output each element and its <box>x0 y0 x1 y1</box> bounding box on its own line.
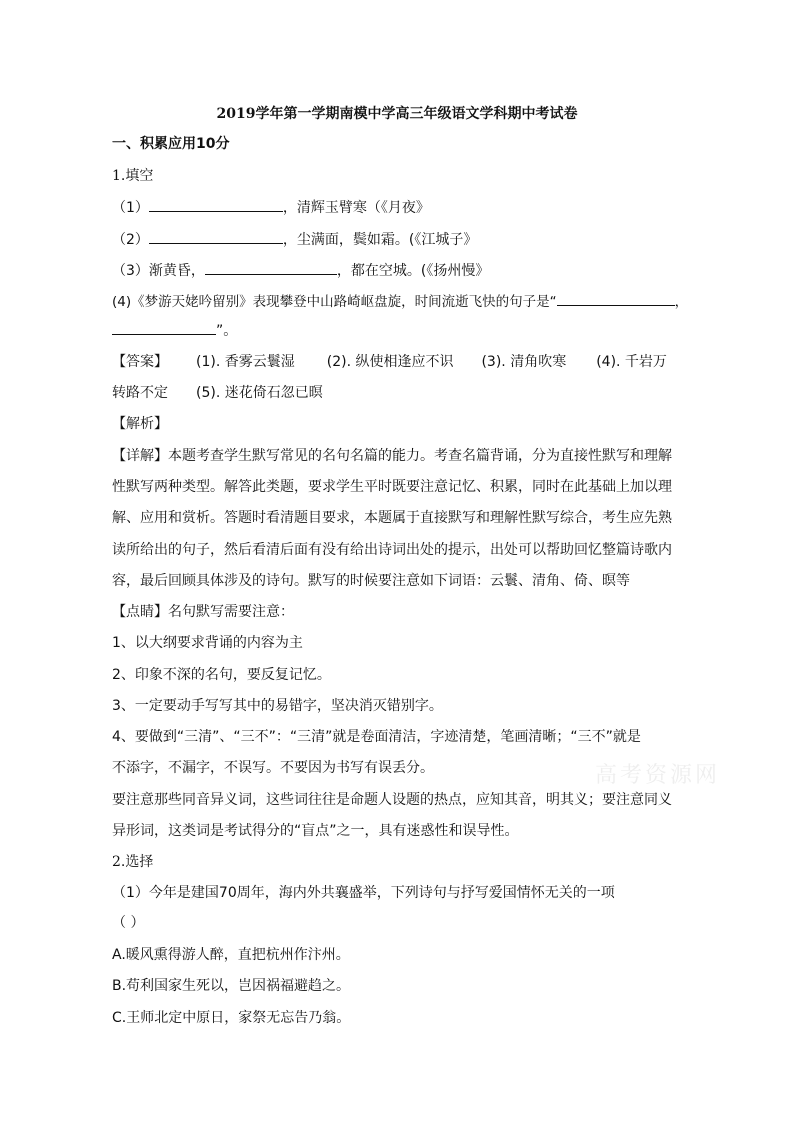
question-2-title: 2.选择 <box>112 854 154 870</box>
tip-note-1: 要注意那些同音异义词，这些词往往是命题人设题的热点，应知其音，明其义；要注意同义 <box>112 792 672 808</box>
tip-item-1: 1、以大纲要求背诵的内容为主 <box>112 635 303 651</box>
closing-quote: ”。 <box>216 323 238 339</box>
tip-text: 名句默写需要注意： <box>168 604 294 620</box>
item-number: （3） <box>112 263 149 279</box>
fill-item-4 <box>112 291 688 312</box>
answer-1: (1). 香雾云鬟湿 <box>196 354 295 370</box>
answer-parentheses: （ ） <box>112 915 145 931</box>
detail-line-4: 读所给出的句子，然后看清后面有没有给出诗词出处的提示，出处可以帮助回忆整篇诗歌内 <box>112 542 672 558</box>
analysis-label: 【解析】 <box>112 416 168 432</box>
fill-item-3 <box>112 260 489 281</box>
answer-blank[interactable] <box>149 197 283 212</box>
tip-note-2: 异形词，这类词是考试得分的“盲点”之一，具有迷惑性和误导性。 <box>112 823 519 839</box>
detail-line-5: 容，最后回顾具体涉及的诗句。默写的时候要注意如下词语：云鬟、清角、倚、暝等 <box>112 573 630 589</box>
item-number: （2） <box>112 232 149 248</box>
answer-4: (4). 千岩万 <box>596 354 667 370</box>
detail-line-3: 解、应用和赏析。答题时看清题目要求，本题属于直接默写和理解性默写综合，考生应先熟 <box>112 510 672 526</box>
item-text: ，清辉玉臂寒（《月夜》 <box>282 200 430 216</box>
fill-item-2 <box>112 229 477 250</box>
answer-3: (3). 清角吹寒 <box>481 354 567 370</box>
tip-item-3: 3、一定要动手写写其中的易错字，坚决消灭错别字。 <box>112 698 443 714</box>
detail-line-1 <box>112 446 672 466</box>
option-b: B.苟利国家生死以，岂因祸福避趋之。 <box>112 978 351 994</box>
item-number: (4) <box>112 294 132 310</box>
item-text: ，都在空城。(《扬州慢》 <box>336 263 490 279</box>
tip-label: 【点睛】 <box>112 604 168 620</box>
fill-item-1 <box>112 197 430 218</box>
tip-heading <box>112 602 294 622</box>
answer-line-cont <box>112 383 323 403</box>
exam-title: 2019学年第一学期南模中学高三年级语文学科期中考试卷 <box>216 106 578 122</box>
option-a: A.暖风熏得游人醉，直把杭州作汴州。 <box>112 947 350 963</box>
fill-item-4-cont <box>112 320 237 341</box>
detail-label: 【详解】 <box>112 448 168 464</box>
section-heading: 一、积累应用10分 <box>112 136 230 152</box>
detail-text: 本题考查学生默写常见的名句名篇的能力。考查名篇背诵，分为直接性默写和理解 <box>168 448 672 464</box>
comma: ， <box>674 294 689 310</box>
answer-blank[interactable] <box>205 260 337 275</box>
answer-4-cont: 转路不定 <box>112 385 168 401</box>
answer-line <box>112 352 667 372</box>
detail-line-2: 性默写两种类型。解答此类题，要求学生平时既要注意记忆、积累，同时在此基础上加以理 <box>112 479 672 495</box>
answer-label: 【答案】 <box>112 354 168 370</box>
answer-2: (2). 纵使相逢应不识 <box>326 354 454 370</box>
tip-item-2: 2、印象不深的名句，要反复记忆。 <box>112 667 331 683</box>
answer-5: (5). 迷花倚石忽已暝 <box>196 385 323 401</box>
item-number: （1） <box>112 200 149 216</box>
item-text: 《梦游天姥吟留别》表现攀登中山路崎岖盘旋，时间流逝飞快的句子是“ <box>131 294 557 310</box>
question-2-1: （1）今年是建国70周年，海内外共襄盛举，下列诗句与抒写爱国情怀无关的一项 <box>112 885 615 901</box>
tip-item-4-cont: 不添字，不漏字，不误写。不要因为书写有误丢分。 <box>112 760 434 776</box>
option-c: C.王师北定中原日，家祭无忘告乃翁。 <box>112 1010 351 1026</box>
answer-blank[interactable] <box>149 229 283 244</box>
tip-item-4: 4、要做到“三清”、“三不”：“三清”就是卷面清洁，字迹清楚，笔画清晰；“三不”就是 <box>112 729 641 745</box>
answer-blank[interactable] <box>112 320 216 335</box>
question-1-title: 1.填空 <box>112 168 154 184</box>
item-text: ，尘满面，鬓如霜。(《江城子》 <box>282 232 478 248</box>
item-prefix: 渐黄昏， <box>148 263 205 279</box>
answer-blank[interactable] <box>557 291 675 306</box>
watermark: 高考资源网 <box>595 763 721 788</box>
